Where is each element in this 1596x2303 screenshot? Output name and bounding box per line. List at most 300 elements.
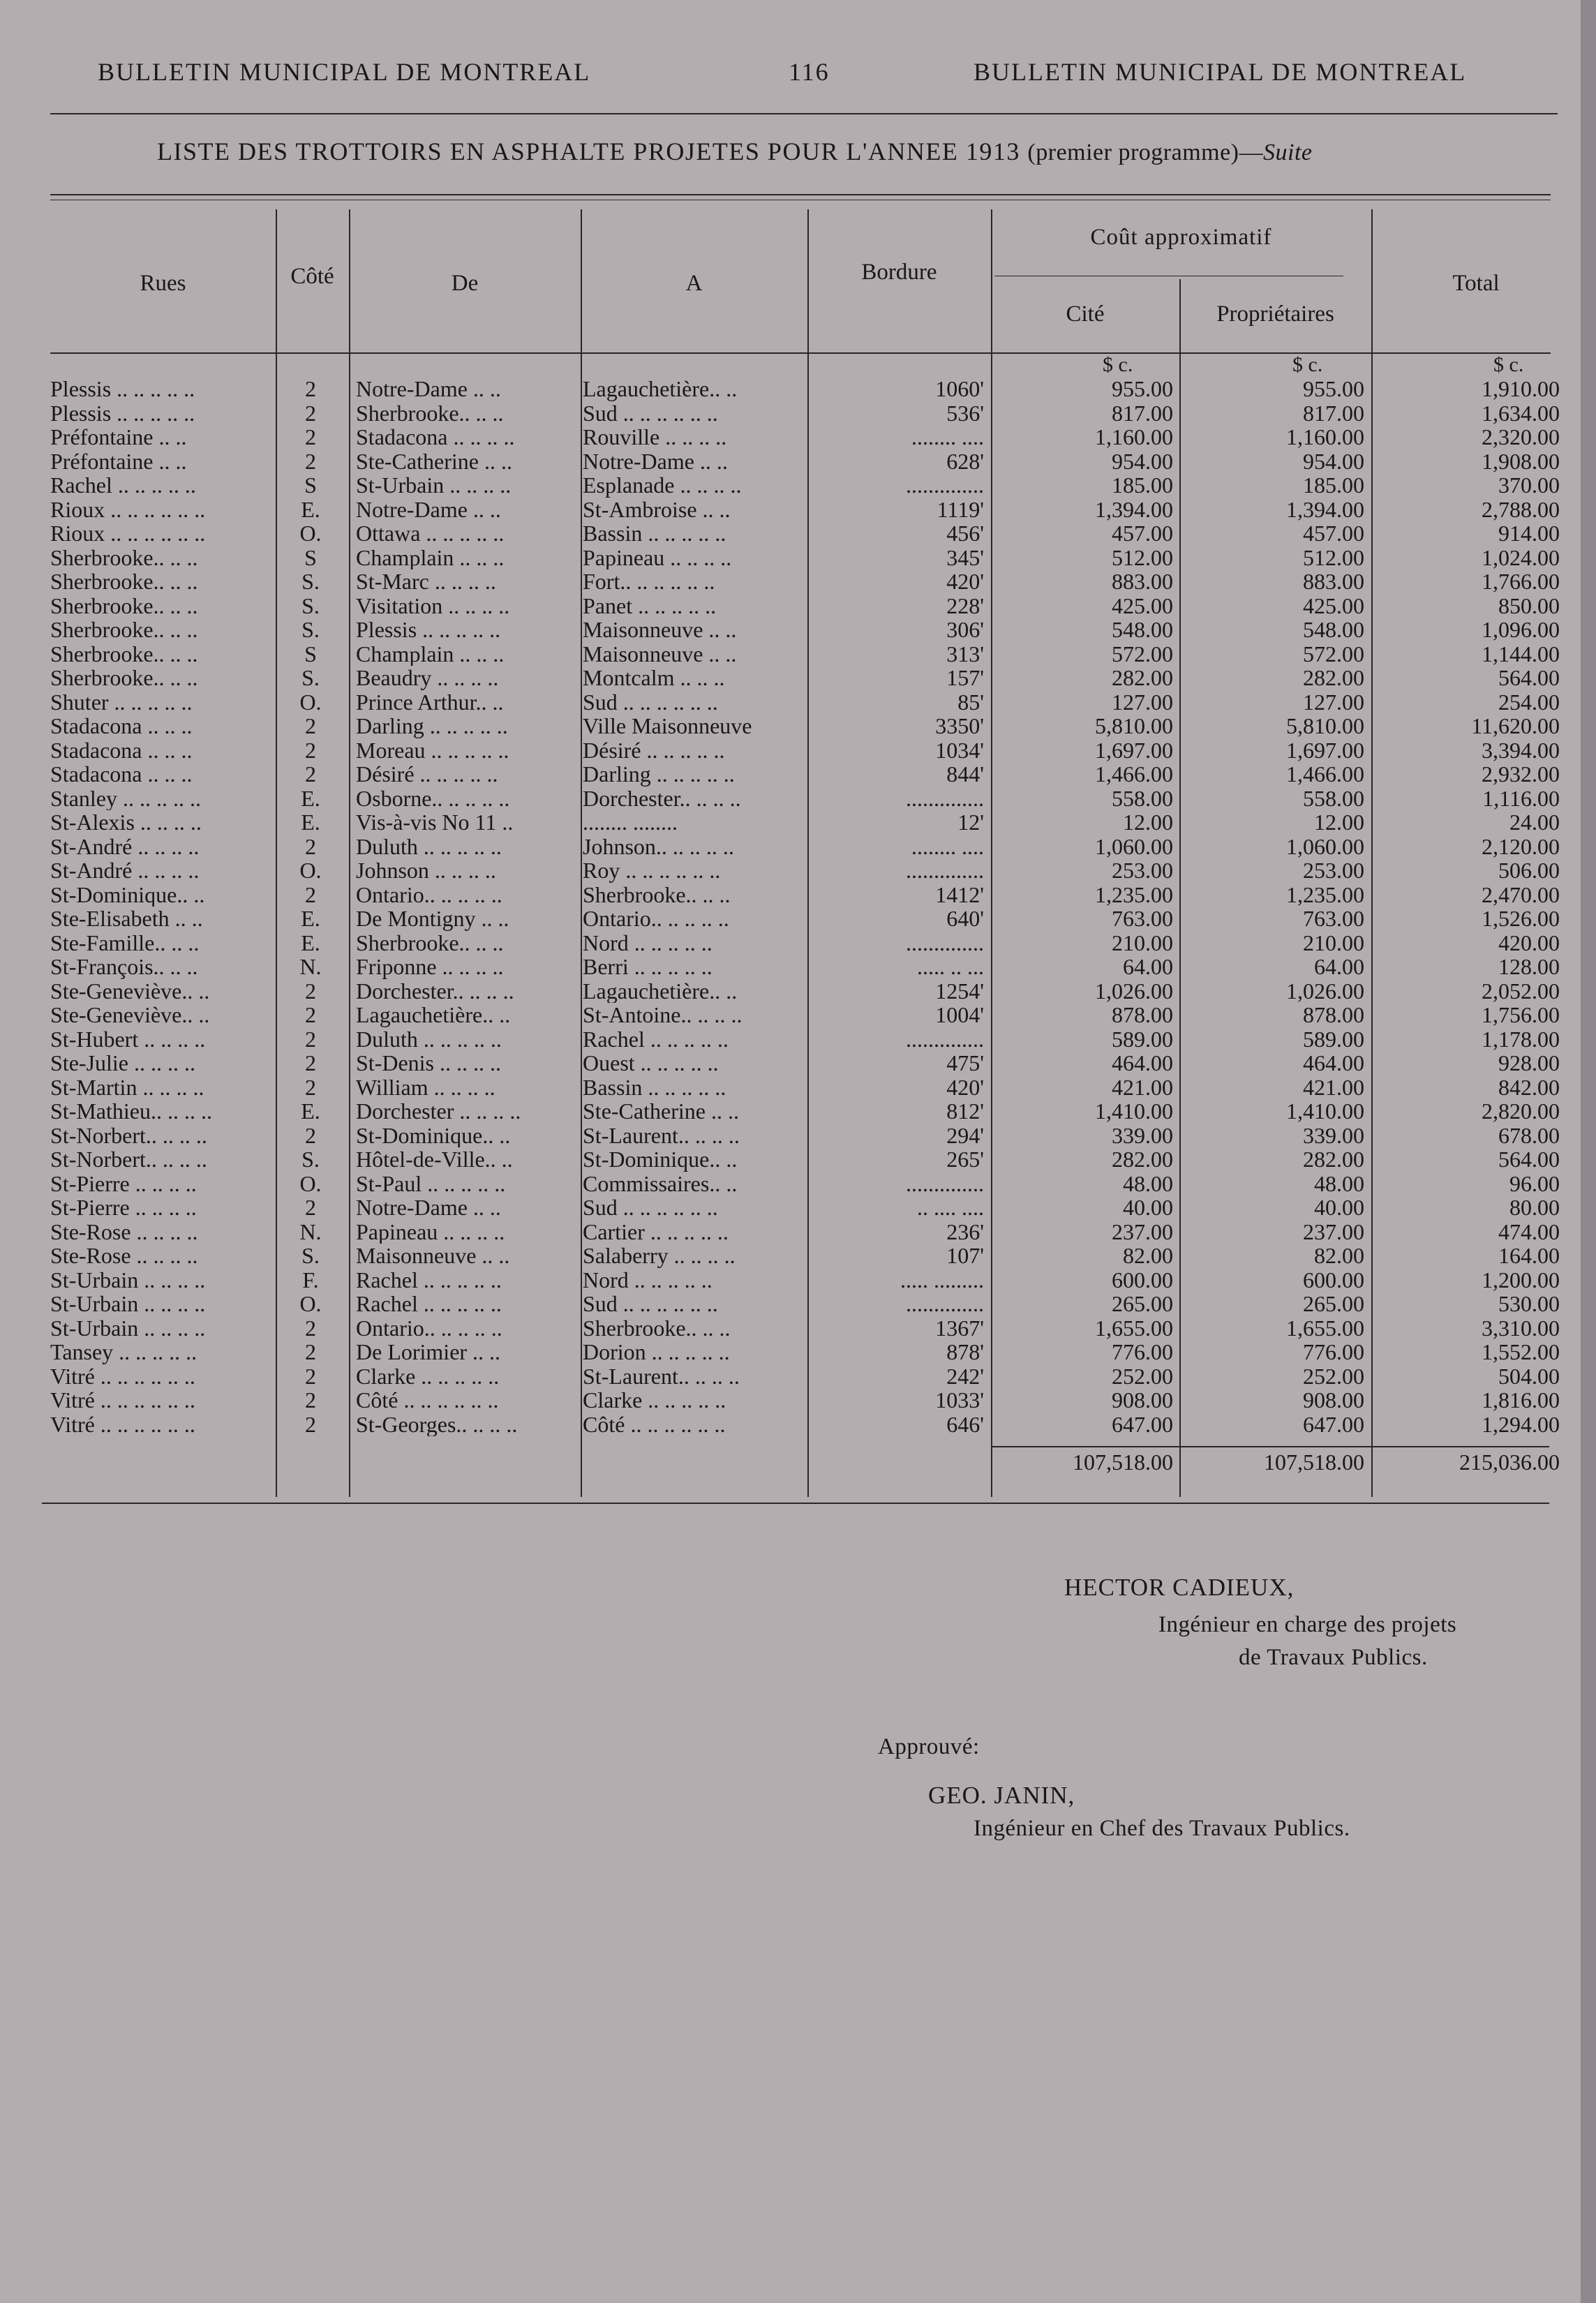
table-row [0,1172,1596,1196]
table-row [0,931,1596,955]
table-row [0,1099,1596,1124]
cell-cote: S. [301,665,320,690]
approver-name: GEO. JANIN, [928,1782,1075,1809]
cell-de: Prince Arthur.. .. [356,690,504,714]
cell-cote: E. [301,930,320,955]
cell-rue: St-André .. .. .. .. [50,834,200,858]
cell-bordure: 640' [946,906,984,931]
cell-cite: 647.00 [1112,1411,1173,1437]
cell-proprietaires: 878.00 [1303,1002,1364,1027]
cell-rue: Sherbrooke.. .. .. [50,618,198,642]
cell-total: 80.00 [1509,1195,1560,1220]
cell-cite: 425.00 [1112,592,1173,618]
cell-a: Ontario.. .. .. .. .. [583,907,729,931]
cell-proprietaires: 48.00 [1314,1170,1364,1196]
cell-rue: Shuter .. .. .. .. .. [50,690,193,714]
cell-bordure: 85' [957,689,984,715]
cell-bordure: .............. [906,858,984,883]
cell-cote: E. [301,810,320,835]
cell-proprietaires: 1,026.00 [1286,978,1364,1004]
table-row [0,666,1596,690]
cell-a: Dorion .. .. .. .. .. [583,1340,730,1364]
cell-cote: 2 [305,978,316,1004]
cell-rue: Plessis .. .. .. .. .. [50,401,195,425]
cell-de: Visitation .. .. .. .. [356,593,510,618]
cell-cite: 12.00 [1123,810,1173,835]
cell-a: Roy .. .. .. .. .. .. [583,858,721,883]
cell-cite: 1,410.00 [1095,1098,1173,1124]
cell-total: 1,096.00 [1482,617,1560,642]
cell-bordure: 1033' [935,1387,984,1413]
cell-total: 564.00 [1498,1147,1560,1172]
cell-total: 1,200.00 [1482,1267,1560,1292]
cell-rue: Tansey .. .. .. .. .. [50,1340,197,1364]
cell-proprietaires: 548.00 [1303,617,1364,642]
cell-proprietaires: 282.00 [1303,665,1364,690]
cell-proprietaires: 210.00 [1303,930,1364,955]
table-row [0,521,1596,546]
cell-a: St-Laurent.. .. .. .. [583,1364,740,1388]
cell-cote: 2 [305,376,316,401]
cell-proprietaires: 600.00 [1303,1267,1364,1292]
signatory-name: HECTOR CADIEUX, [1064,1574,1295,1601]
cell-rue: St-Norbert.. .. .. .. [50,1123,207,1147]
cell-cite: 883.00 [1112,569,1173,594]
approver-title: Ingénieur en Chef des Travaux Publics. [974,1816,1350,1841]
cell-proprietaires: 955.00 [1303,376,1364,401]
table-row [0,642,1596,666]
cell-a: Bassin .. .. .. .. .. [583,521,726,546]
cell-de: Notre-Dame .. .. [356,377,501,401]
cell-rue: Ste-Geneviève.. .. [50,978,210,1003]
cell-rue: St-Urbain .. .. .. .. [50,1316,206,1340]
cell-proprietaires: 1,697.00 [1286,737,1364,763]
cell-proprietaires: 1,655.00 [1286,1315,1364,1341]
cell-total: 1,024.00 [1482,544,1560,570]
cell-proprietaires: 572.00 [1303,641,1364,666]
cell-total: 1,766.00 [1482,569,1560,594]
cell-bordure: ..... ......... [900,1267,984,1292]
cell-cite: 512.00 [1112,544,1173,570]
cell-cite: 265.00 [1112,1291,1173,1316]
cell-de: Moreau .. .. .. .. .. [356,738,509,762]
cell-cote: 2 [305,1339,316,1364]
cell-total: 914.00 [1498,521,1560,546]
cell-cite: 1,466.00 [1095,761,1173,787]
cell-cite: 908.00 [1112,1387,1173,1413]
cell-cite: 48.00 [1123,1170,1173,1196]
cell-rue: Stadacona .. .. .. [50,762,193,787]
cell-rue: St-Martin .. .. .. .. [50,1075,204,1099]
cell-cote: 2 [305,1050,316,1075]
table-row [0,1244,1596,1268]
unit-prop: $ c. [1292,353,1323,376]
cell-cite: 878.00 [1112,1002,1173,1027]
cell-rue: Ste-Rose .. .. .. .. [50,1219,198,1244]
cell-cite: 339.00 [1112,1122,1173,1148]
cell-proprietaires: 252.00 [1303,1363,1364,1389]
cell-total: 2,820.00 [1482,1098,1560,1124]
cell-de: St-Dominique.. .. [356,1123,511,1147]
cell-de: Notre-Dame .. .. [356,497,501,521]
cell-bordure: 420' [946,1074,984,1100]
cell-cite: 127.00 [1112,689,1173,715]
cell-a: Sud .. .. .. .. .. .. [583,690,718,714]
cell-proprietaires: 647.00 [1303,1411,1364,1437]
cell-bordure: .............. [906,1170,984,1196]
cell-de: Champlain .. .. .. [356,641,505,666]
table-row [0,907,1596,931]
cell-cote: S [304,641,317,666]
cell-cote: 2 [305,1387,316,1413]
table-row [0,883,1596,907]
cell-total: 530.00 [1498,1291,1560,1316]
cell-a: Fort.. .. .. .. .. .. [583,569,715,594]
table-row [0,762,1596,787]
cell-bordure: 1004' [935,1002,984,1027]
table-row [0,810,1596,835]
cell-proprietaires: 82.00 [1314,1243,1364,1268]
cell-total: 164.00 [1498,1243,1560,1268]
cell-a: Darling .. .. .. .. .. [583,762,735,787]
cell-cote: 2 [305,1363,316,1389]
cell-total: 2,120.00 [1482,833,1560,859]
cell-a: Salaberry .. .. .. .. [583,1244,736,1268]
cell-proprietaires: 1,410.00 [1286,1098,1364,1124]
table-row [0,569,1596,594]
table-top-rule [50,194,1551,195]
cell-total: 564.00 [1498,665,1560,690]
cell-cote: 2 [305,448,316,474]
cell-cite: 589.00 [1112,1026,1173,1052]
cell-a: Côté .. .. .. .. .. .. [583,1412,726,1436]
cell-total: 2,932.00 [1482,761,1560,787]
cell-total: 1,294.00 [1482,1411,1560,1437]
cell-a: Désiré .. .. .. .. .. [583,738,725,762]
cell-de: Dorchester.. .. .. .. [356,978,514,1003]
cell-de: Rachel .. .. .. .. .. [356,1292,502,1316]
cell-cite: 457.00 [1112,521,1173,546]
cell-proprietaires: 40.00 [1314,1195,1364,1220]
cell-cote: 2 [305,1074,316,1100]
cell-rue: St-Hubert .. .. .. .. [50,1027,206,1051]
cell-bordure: 294' [946,1122,984,1148]
cell-cite: 954.00 [1112,448,1173,474]
cell-de: Johnson .. .. .. .. [356,858,496,883]
cell-total: 2,052.00 [1482,978,1560,1004]
table-row [0,787,1596,811]
cell-de: Ontario.. .. .. .. .. [356,1316,502,1340]
cell-proprietaires: 421.00 [1303,1074,1364,1100]
cell-de: Rachel .. .. .. .. .. [356,1267,502,1292]
table-row [0,1364,1596,1389]
cell-rue: Ste-Geneviève.. .. [50,1003,210,1027]
cell-rue: St-François.. .. .. [50,955,198,979]
cell-a: Rouville .. .. .. .. [583,425,727,449]
cell-total: 474.00 [1498,1218,1560,1244]
cell-rue: Rachel .. .. .. .. .. [50,473,196,498]
cell-a: Rachel .. .. .. .. .. [583,1027,729,1051]
cell-cite: 558.00 [1112,785,1173,811]
table-row [0,835,1596,859]
table-row [0,449,1596,474]
cell-total: 1,634.00 [1482,400,1560,426]
cell-de: Sherbrooke.. .. .. [356,401,504,425]
cell-bordure: .............. [906,930,984,955]
cell-cite: 1,697.00 [1095,737,1173,763]
col-header-bordure: Bordure [861,260,937,285]
cell-a: Maisonneuve .. .. [583,641,737,666]
cell-de: Hôtel-de-Ville.. .. [356,1147,513,1172]
cell-total: 1,816.00 [1482,1387,1560,1413]
col-header-de: De [451,271,479,296]
cell-proprietaires: 253.00 [1303,858,1364,883]
cell-cote: E. [301,496,320,522]
cell-de: Ontario.. .. .. .. .. [356,882,502,907]
table-row [0,594,1596,618]
cell-a: Montcalm .. .. .. [583,666,725,690]
col-header-a: A [685,271,703,296]
cell-proprietaires: 908.00 [1303,1387,1364,1413]
cell-proprietaires: 776.00 [1303,1339,1364,1364]
table-row [0,714,1596,738]
cell-proprietaires: 12.00 [1314,810,1364,835]
cell-proprietaires: 282.00 [1303,1147,1364,1172]
cell-total: 3,394.00 [1482,737,1560,763]
signatory-title-1: Ingénieur en charge des projets [1158,1612,1457,1637]
cell-de: Sherbrooke.. .. .. [356,930,504,955]
cell-bordure: ..... .. ... [917,954,984,979]
cell-de: Papineau .. .. .. .. [356,1219,505,1244]
table-row [0,546,1596,570]
cell-bordure: 107' [946,1243,984,1268]
cell-proprietaires: 558.00 [1303,785,1364,811]
col-header-proprietaires: Propriétaires [1216,301,1334,327]
cell-de: Beaudry .. .. .. .. [356,666,499,690]
cell-cite: 548.00 [1112,617,1173,642]
cell-bordure: 812' [946,1098,984,1124]
cell-cite: 1,235.00 [1095,881,1173,907]
cell-bordure: .. .... .... [917,1195,984,1220]
table-row [0,1292,1596,1316]
cell-rue: St-Pierre .. .. .. .. [50,1171,197,1195]
cell-cote: O. [299,689,322,715]
cell-total: 1,526.00 [1482,906,1560,931]
cell-bordure: 1060' [935,376,984,401]
cell-total: 1,908.00 [1482,448,1560,474]
cell-a: Ste-Catherine .. .. [583,1099,739,1124]
cell-proprietaires: 954.00 [1303,448,1364,474]
table-row [0,858,1596,883]
table-row [0,1027,1596,1052]
table-row [0,979,1596,1004]
cell-de: Duluth .. .. .. .. .. [356,834,502,858]
cell-total: 678.00 [1498,1122,1560,1148]
table-row [0,1075,1596,1100]
cell-bordure: 1119' [937,496,984,522]
cell-cite: 82.00 [1123,1243,1173,1268]
cell-proprietaires: 1,466.00 [1286,761,1364,787]
table-row [0,401,1596,426]
cell-total: 1,910.00 [1482,376,1560,401]
cell-total: 254.00 [1498,689,1560,715]
cell-proprietaires: 1,235.00 [1286,881,1364,907]
cell-cite: 185.00 [1112,472,1173,498]
cell-cite: 210.00 [1112,930,1173,955]
cell-cote: E. [301,785,320,811]
cell-cote: S [304,472,317,498]
table-row [0,690,1596,715]
cell-proprietaires: 883.00 [1303,569,1364,594]
cell-cote: S. [301,1147,320,1172]
cell-total: 1,756.00 [1482,1002,1560,1027]
cell-de: Champlain .. .. .. [356,545,505,569]
cell-total: 842.00 [1498,1074,1560,1100]
cell-a: Sherbrooke.. .. .. [583,1316,731,1340]
cell-cote: S. [301,592,320,618]
cell-rue: Stanley .. .. .. .. .. [50,786,201,810]
cell-proprietaires: 589.00 [1303,1026,1364,1052]
cell-proprietaires: 127.00 [1303,689,1364,715]
cell-total: 3,310.00 [1482,1315,1560,1341]
table-row [0,955,1596,979]
cell-rue: Ste-Julie .. .. .. .. [50,1051,195,1075]
cell-rue: Sherbrooke.. .. .. [50,569,198,594]
cell-proprietaires: 64.00 [1314,954,1364,979]
cell-cite: 1,026.00 [1095,978,1173,1004]
cell-a: Maisonneuve .. .. [583,618,737,642]
cell-bordure: 3350' [935,713,984,738]
cell-bordure: .............. [906,1026,984,1052]
cell-de: Ste-Catherine .. .. [356,449,512,473]
cell-cote: 2 [305,881,316,907]
cell-rue: St-Pierre .. .. .. .. [50,1195,197,1220]
cell-cite: 40.00 [1123,1195,1173,1220]
table-title-main: LISTE DES TROTTOIRS EN ASPHALTE PROJETES POUR L'ANNEE 1913 [157,137,1020,165]
cell-cite: 64.00 [1123,954,1173,979]
cell-rue: St-André .. .. .. .. [50,858,200,883]
cell-cite: 252.00 [1112,1363,1173,1389]
cell-de: Notre-Dame .. .. [356,1195,501,1220]
cell-rue: St-Urbain .. .. .. .. [50,1292,206,1316]
cell-cote: O. [299,521,322,546]
table-row [0,473,1596,498]
cell-total: 1,116.00 [1482,785,1560,811]
cell-a: Clarke .. .. .. .. .. [583,1388,726,1413]
cell-a: St-Dominique.. .. [583,1147,738,1172]
cell-total: 850.00 [1498,592,1560,618]
cell-a: Sud .. .. .. .. .. .. [583,1292,718,1316]
cell-bordure: 236' [946,1218,984,1244]
cell-total: 2,470.00 [1482,881,1560,907]
cell-cote: S. [301,617,320,642]
cell-cite: 763.00 [1112,906,1173,931]
cell-bordure: ........ .... [911,833,984,859]
cell-de: Darling .. .. .. .. .. [356,714,508,738]
cell-a: Lagauchetière.. .. [583,377,738,401]
running-header-left: BULLETIN MUNICIPAL DE MONTREAL [98,58,591,86]
cell-rue: Ste-Famille.. .. .. [50,930,200,955]
cell-bordure: 1367' [935,1315,984,1341]
table-row [0,1147,1596,1172]
cell-rue: Vitré .. .. .. .. .. .. [50,1412,195,1436]
cell-rue: Vitré .. .. .. .. .. .. [50,1364,195,1388]
table-row [0,1003,1596,1027]
cell-total: 928.00 [1498,1050,1560,1075]
cell-cite: 1,655.00 [1095,1315,1173,1341]
cell-proprietaires: 464.00 [1303,1050,1364,1075]
grand-total: 215,036.00 [1459,1449,1560,1475]
cell-rue: St-Norbert.. .. .. .. [50,1147,207,1172]
cell-de: Friponne .. .. .. .. [356,955,504,979]
cell-cite: 1,160.00 [1095,424,1173,449]
page-number: 116 [789,58,830,86]
cell-bordure: 420' [946,569,984,594]
cell-cote: S [304,544,317,570]
cell-rue: Sherbrooke.. .. .. [50,545,198,569]
cell-proprietaires: 763.00 [1303,906,1364,931]
cell-rue: Vitré .. .. .. .. .. .. [50,1388,195,1413]
approved-label: Approuvé: [878,1734,980,1759]
cell-a: Cartier .. .. .. .. .. [583,1219,729,1244]
header-rule [50,113,1558,114]
cell-de: St-Paul .. .. .. .. .. [356,1171,506,1195]
col-header-total: Total [1452,271,1500,296]
table-row [0,1413,1596,1437]
cell-cite: 955.00 [1112,376,1173,401]
cell-de: Ottawa .. .. .. .. .. [356,521,505,546]
cell-de: Maisonneuve .. .. [356,1244,510,1268]
sum-rule [991,1446,1549,1447]
cell-cote: E. [301,1098,320,1124]
cell-cote: 2 [305,1122,316,1148]
cell-bordure: 1034' [935,737,984,763]
cell-cote: 2 [305,1411,316,1437]
col-header-cote: Côté [290,264,334,289]
cell-a: Nord .. .. .. .. .. [583,930,713,955]
cell-proprietaires: 339.00 [1303,1122,1364,1148]
table-row [0,618,1596,642]
cell-a: Notre-Dame .. .. [583,449,728,473]
cell-cote: N. [299,1218,322,1244]
cell-proprietaires: 1,160.00 [1286,424,1364,449]
signatory-title-2: de Travaux Publics. [1239,1645,1428,1670]
cell-proprietaires: 1,394.00 [1286,496,1364,522]
cell-total: 420.00 [1498,930,1560,955]
unit-cite: $ c. [1103,353,1133,376]
cell-a: Esplanade .. .. .. .. [583,473,742,498]
table-row [0,377,1596,401]
cell-a: Panet .. .. .. .. .. [583,593,717,618]
cell-a: St-Antoine.. .. .. .. [583,1003,743,1027]
cell-bordure: ........ .... [911,424,984,449]
cell-rue: Ste-Rose .. .. .. .. [50,1244,198,1268]
cell-total: 1,552.00 [1482,1339,1560,1364]
cell-bordure: 12' [957,810,984,835]
cell-rue: Plessis .. .. .. .. .. [50,377,195,401]
cell-bordure: 878' [946,1339,984,1364]
cell-cote: 2 [305,1002,316,1027]
cell-cote: N. [299,954,322,979]
cell-cote: 2 [305,737,316,763]
cell-rue: Sherbrooke.. .. .. [50,641,198,666]
cell-a: ........ ........ [583,810,678,835]
cell-bordure: .............. [906,1291,984,1316]
cell-rue: Rioux .. .. .. .. .. .. [50,521,206,546]
running-header-right: BULLETIN MUNICIPAL DE MONTREAL [974,58,1467,86]
cell-bordure: 1254' [935,978,984,1004]
cell-bordure: 628' [946,448,984,474]
